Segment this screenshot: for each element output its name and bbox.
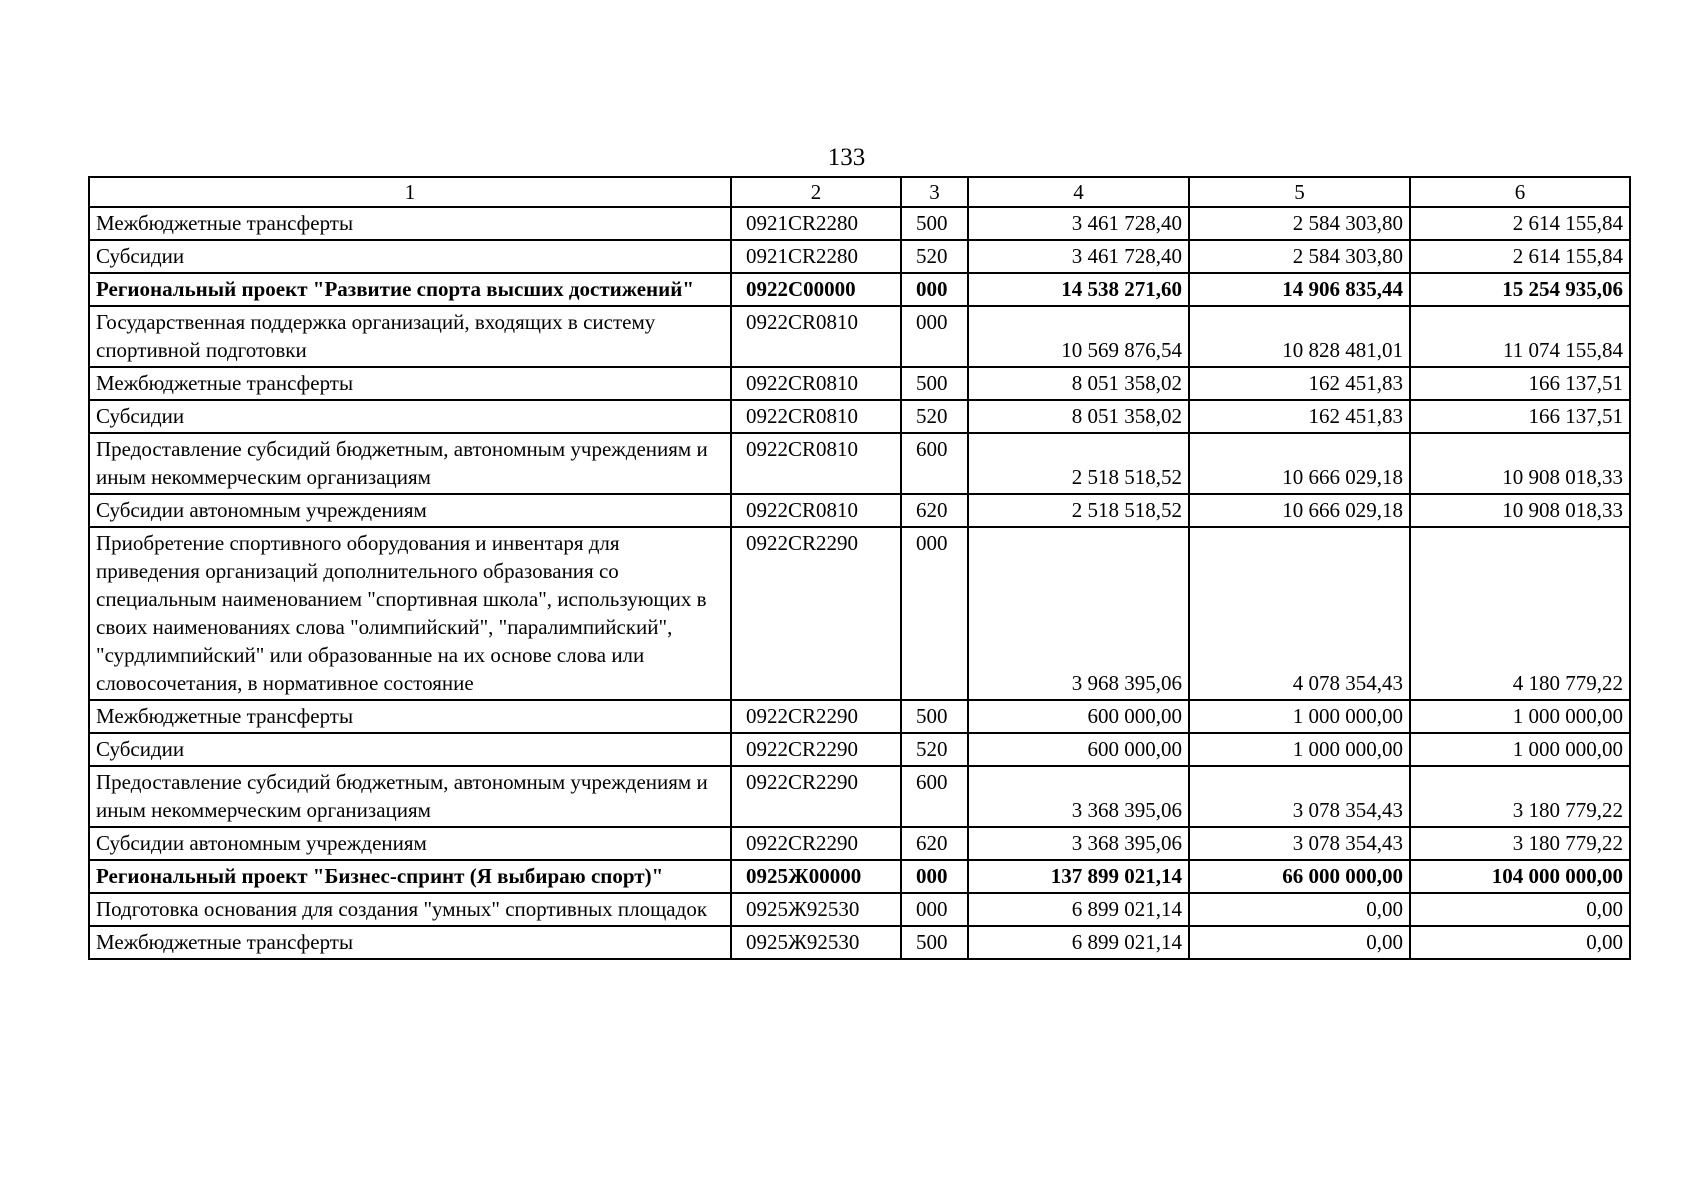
row-value-col5-cell: 66 000 000,00 xyxy=(1189,860,1410,893)
row-value-col6-cell: 3 180 779,22 xyxy=(1410,766,1630,827)
row-name-cell: Субсидии xyxy=(89,240,731,273)
row-code-cell: 0922CR2290 xyxy=(731,700,901,733)
row-value-col4-cell: 10 569 876,54 xyxy=(968,306,1189,367)
row-value-col6-cell: 166 137,51 xyxy=(1410,367,1630,400)
table-row xyxy=(89,207,1630,240)
row-value-col6-cell: 104 000 000,00 xyxy=(1410,860,1630,893)
row-name-cell: Приобретение спортивного оборудования и инвентаря для приведения организаций дополнительного образования со специальным наименованием "спортивная школа", использующих в своих наименованиях слова "олимпийский", "паралимпийский", "сурдлимпийский" или образованные на их основе слова или словосочетания, в нормативное состояние xyxy=(89,527,731,700)
row-value-col4-cell: 3 368 395,06 xyxy=(968,766,1189,827)
budget-table-body xyxy=(89,177,1630,959)
row-value-col6-cell: 4 180 779,22 xyxy=(1410,527,1630,700)
table-row xyxy=(89,893,1630,926)
row-name-cell: Межбюджетные трансферты xyxy=(89,926,731,959)
row-name-cell: Субсидии автономным учреждениям xyxy=(89,494,731,527)
table-row xyxy=(89,766,1630,827)
column-number-4: 4 xyxy=(968,177,1189,207)
row-value-col4-cell: 137 899 021,14 xyxy=(968,860,1189,893)
row-type-cell: 500 xyxy=(901,926,968,959)
row-value-col4-cell: 3 968 395,06 xyxy=(968,527,1189,700)
row-value-col4-cell: 3 461 728,40 xyxy=(968,207,1189,240)
row-value-col6-cell: 0,00 xyxy=(1410,893,1630,926)
row-value-col5-cell: 3 078 354,43 xyxy=(1189,766,1410,827)
row-code-cell: 0922С00000 xyxy=(731,273,901,306)
column-number-6: 6 xyxy=(1410,177,1630,207)
row-type-cell: 500 xyxy=(901,207,968,240)
column-number-row xyxy=(89,177,1630,207)
budget-table xyxy=(88,176,1631,960)
row-value-col5-cell: 0,00 xyxy=(1189,926,1410,959)
row-value-col4-cell: 8 051 358,02 xyxy=(968,367,1189,400)
row-code-cell: 0922CR0810 xyxy=(731,433,901,494)
row-value-col6-cell: 15 254 935,06 xyxy=(1410,273,1630,306)
row-value-col4-cell: 3 368 395,06 xyxy=(968,827,1189,860)
row-name-cell: Межбюджетные трансферты xyxy=(89,207,731,240)
row-value-col6-cell: 1 000 000,00 xyxy=(1410,733,1630,766)
row-code-cell: 0922CR0810 xyxy=(731,400,901,433)
row-name-cell: Региональный проект "Развитие спорта высших достижений" xyxy=(89,273,731,306)
row-type-cell: 520 xyxy=(901,733,968,766)
row-name-cell: Межбюджетные трансферты xyxy=(89,700,731,733)
page-number: 133 xyxy=(827,144,866,171)
row-value-col5-cell: 0,00 xyxy=(1189,893,1410,926)
row-value-col4-cell: 6 899 021,14 xyxy=(968,893,1189,926)
row-type-cell: 520 xyxy=(901,400,968,433)
row-value-col6-cell: 0,00 xyxy=(1410,926,1630,959)
table-row xyxy=(89,860,1630,893)
row-value-col5-cell: 162 451,83 xyxy=(1189,400,1410,433)
row-value-col4-cell: 3 461 728,40 xyxy=(968,240,1189,273)
row-type-cell: 000 xyxy=(901,273,968,306)
table-row xyxy=(89,494,1630,527)
table-row xyxy=(89,400,1630,433)
row-value-col5-cell: 162 451,83 xyxy=(1189,367,1410,400)
row-code-cell: 0925Ж00000 xyxy=(731,860,901,893)
table-row xyxy=(89,273,1630,306)
row-value-col5-cell: 1 000 000,00 xyxy=(1189,733,1410,766)
row-value-col6-cell: 2 614 155,84 xyxy=(1410,207,1630,240)
row-value-col5-cell: 10 666 029,18 xyxy=(1189,494,1410,527)
row-value-col4-cell: 2 518 518,52 xyxy=(968,433,1189,494)
row-type-cell: 500 xyxy=(901,700,968,733)
row-value-col6-cell: 2 614 155,84 xyxy=(1410,240,1630,273)
table-row xyxy=(89,306,1630,367)
row-value-col4-cell: 8 051 358,02 xyxy=(968,400,1189,433)
row-value-col5-cell: 4 078 354,43 xyxy=(1189,527,1410,700)
row-code-cell: 0922CR2290 xyxy=(731,766,901,827)
row-value-col5-cell: 2 584 303,80 xyxy=(1189,240,1410,273)
row-type-cell: 620 xyxy=(901,494,968,527)
row-code-cell: 0921CR2280 xyxy=(731,207,901,240)
row-name-cell: Субсидии xyxy=(89,400,731,433)
row-code-cell: 0925Ж92530 xyxy=(731,893,901,926)
row-value-col5-cell: 10 828 481,01 xyxy=(1189,306,1410,367)
row-value-col4-cell: 2 518 518,52 xyxy=(968,494,1189,527)
row-code-cell: 0922CR2290 xyxy=(731,733,901,766)
column-number-1: 1 xyxy=(89,177,731,207)
row-type-cell: 000 xyxy=(901,860,968,893)
row-name-cell: Предоставление субсидий бюджетным, автономным учреждениям и иным некоммерческим организациям xyxy=(89,766,731,827)
row-type-cell: 500 xyxy=(901,367,968,400)
row-type-cell: 000 xyxy=(901,527,968,700)
row-value-col6-cell: 10 908 018,33 xyxy=(1410,494,1630,527)
row-code-cell: 0922CR0810 xyxy=(731,367,901,400)
row-name-cell: Региональный проект "Бизнес-спринт (Я выбираю спорт)" xyxy=(89,860,731,893)
row-value-col4-cell: 6 899 021,14 xyxy=(968,926,1189,959)
row-type-cell: 000 xyxy=(901,893,968,926)
row-name-cell: Подготовка основания для создания "умных" спортивных площадок xyxy=(89,893,731,926)
row-value-col5-cell: 1 000 000,00 xyxy=(1189,700,1410,733)
row-value-col6-cell: 3 180 779,22 xyxy=(1410,827,1630,860)
row-value-col6-cell: 1 000 000,00 xyxy=(1410,700,1630,733)
row-code-cell: 0922CR0810 xyxy=(731,306,901,367)
row-value-col6-cell: 166 137,51 xyxy=(1410,400,1630,433)
row-name-cell: Межбюджетные трансферты xyxy=(89,367,731,400)
row-value-col5-cell: 3 078 354,43 xyxy=(1189,827,1410,860)
row-type-cell: 600 xyxy=(901,433,968,494)
row-name-cell: Предоставление субсидий бюджетным, автономным учреждениям и иным некоммерческим организациям xyxy=(89,433,731,494)
table-row xyxy=(89,240,1630,273)
row-value-col6-cell: 10 908 018,33 xyxy=(1410,433,1630,494)
column-number-2: 2 xyxy=(731,177,901,207)
row-type-cell: 000 xyxy=(901,306,968,367)
row-value-col6-cell: 11 074 155,84 xyxy=(1410,306,1630,367)
row-value-col5-cell: 10 666 029,18 xyxy=(1189,433,1410,494)
table-row xyxy=(89,527,1630,700)
row-code-cell: 0925Ж92530 xyxy=(731,926,901,959)
table-row xyxy=(89,433,1630,494)
table-row xyxy=(89,733,1630,766)
row-value-col5-cell: 2 584 303,80 xyxy=(1189,207,1410,240)
column-number-5: 5 xyxy=(1189,177,1410,207)
row-name-cell: Субсидии xyxy=(89,733,731,766)
table-row xyxy=(89,926,1630,959)
row-value-col4-cell: 14 538 271,60 xyxy=(968,273,1189,306)
row-value-col5-cell: 14 906 835,44 xyxy=(1189,273,1410,306)
row-value-col4-cell: 600 000,00 xyxy=(968,733,1189,766)
column-number-3: 3 xyxy=(901,177,968,207)
table-row xyxy=(89,700,1630,733)
row-type-cell: 620 xyxy=(901,827,968,860)
row-code-cell: 0921CR2280 xyxy=(731,240,901,273)
row-code-cell: 0922CR2290 xyxy=(731,827,901,860)
table-row xyxy=(89,827,1630,860)
row-type-cell: 600 xyxy=(901,766,968,827)
row-code-cell: 0922CR0810 xyxy=(731,494,901,527)
table-row xyxy=(89,367,1630,400)
row-code-cell: 0922CR2290 xyxy=(731,527,901,700)
row-name-cell: Субсидии автономным учреждениям xyxy=(89,827,731,860)
row-value-col4-cell: 600 000,00 xyxy=(968,700,1189,733)
row-name-cell: Государственная поддержка организаций, входящих в систему спортивной подготовки xyxy=(89,306,731,367)
row-type-cell: 520 xyxy=(901,240,968,273)
